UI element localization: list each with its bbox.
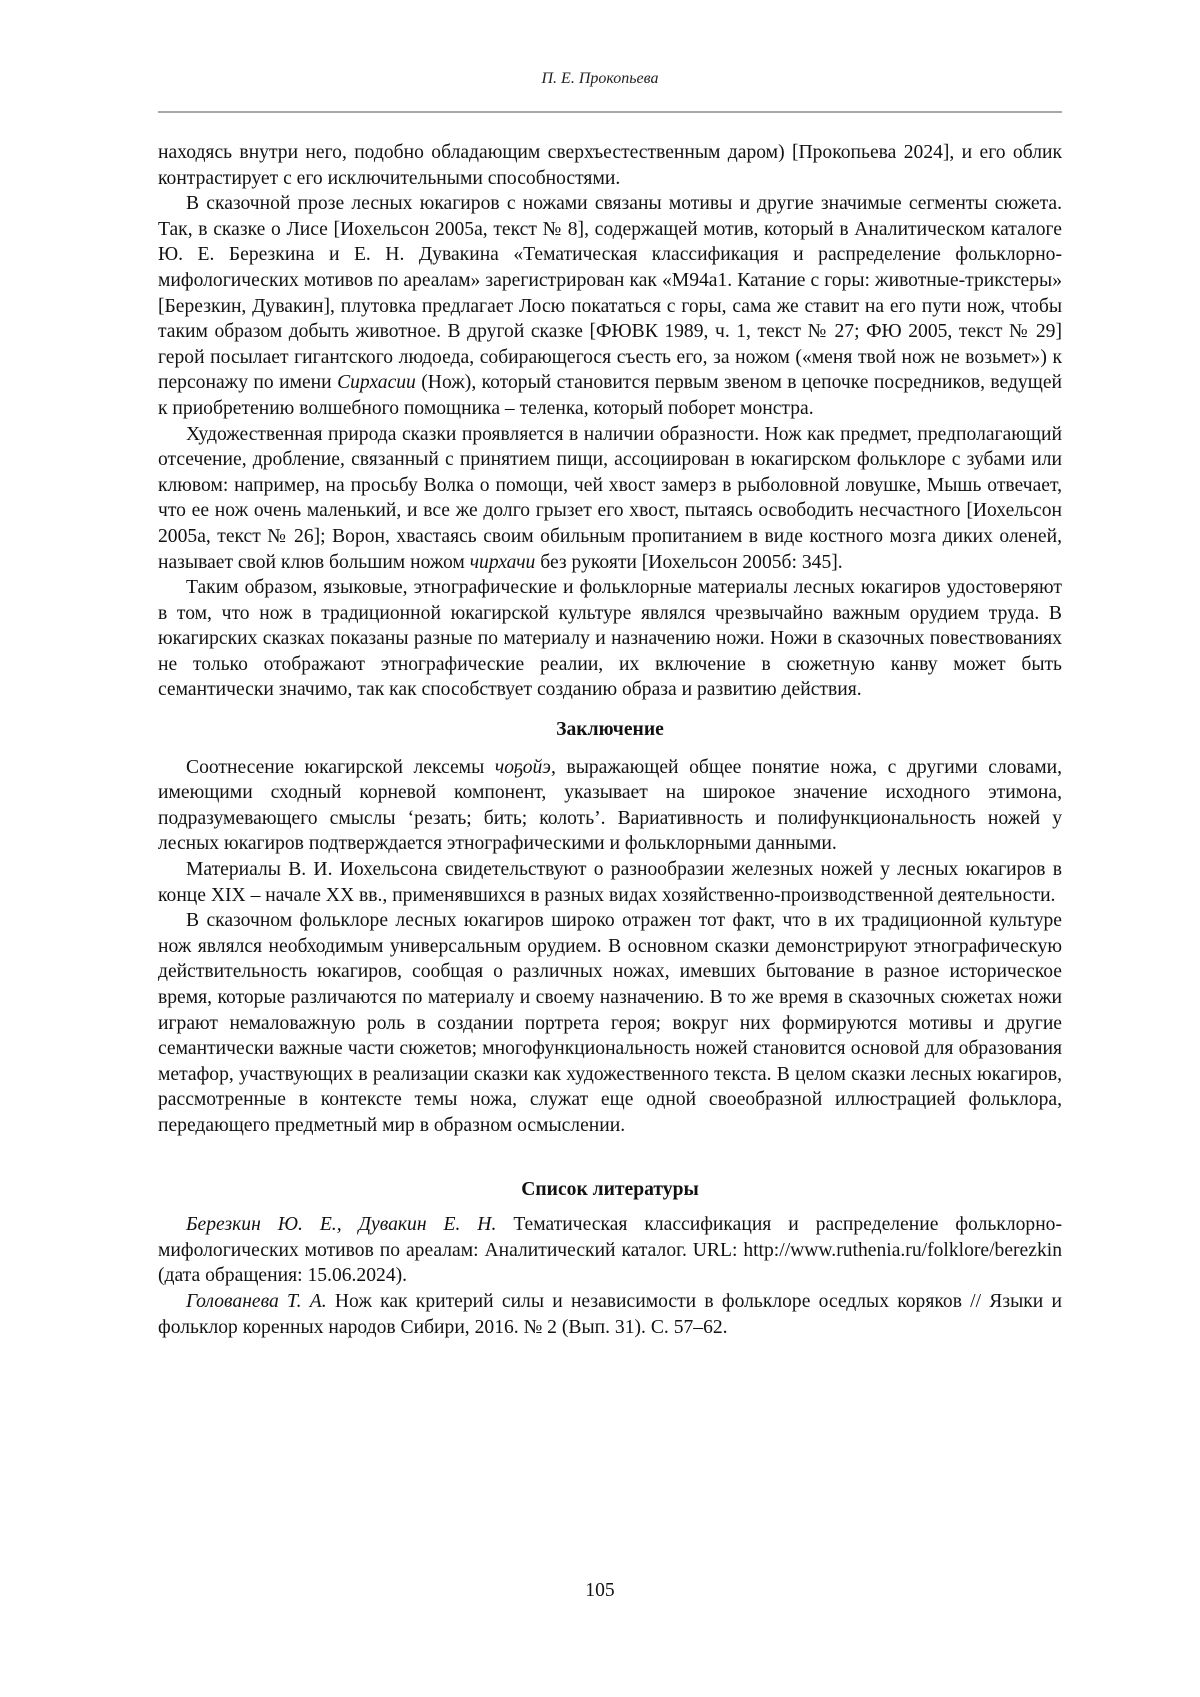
paragraph-text: без рукояти [Иохельсон 2005б: 345].	[535, 551, 843, 573]
running-head: П. Е. Прокопьева	[541, 70, 659, 87]
header-rule	[158, 111, 1062, 113]
conclusion-paragraph-1	[158, 755, 1062, 857]
paragraph-knife-motifs	[158, 191, 1062, 421]
reference-author: Голованева Т. А.	[186, 1290, 327, 1312]
references-heading: Список литературы	[521, 1178, 699, 1200]
reference-item	[158, 1289, 1062, 1340]
paragraph-continued: находясь внутри него, подобно обладающим сверхъестественным даром) [Прокопьева 2024], и его облик контрастирует с его исключительными способностями.	[158, 142, 1062, 189]
paragraph-summary: Таким образом, языковые, этнографические и фольклорные материалы лесных юкагиров удостоверяют в том, что нож в традиционной юкагирской культуре являлся чрезвычайно важным орудием труда. В юкагирских сказках показаны разные по материалу и назначению ножи. Ножи в сказочных повествованиях не только отображают этнографические реалии, их включение в сюжетную канву может быть семантически значимо, так как способствует созданию образа и развитию действия.	[158, 577, 1062, 701]
reference-author: Березкин Ю. Е., Дувакин Е. Н.	[186, 1214, 497, 1236]
yukaghir-lexeme: чоҕойэ	[494, 756, 551, 778]
conclusion-heading: Заключение	[556, 719, 664, 741]
paragraph-text: Художественная природа сказки проявляется в наличии образности. Нож как предмет, предполагающий отсечение, дробление, связанный с принятием пищи, ассоциирован в юкагирском фольклоре с зубами или клювом: например, на просьбу Волка о помощи, чей хвост замерз в рыболовной ловушке, Мышь отвечает, что ее нож очень маленький, и все же долго грызет его хвост, пытаясь освободить несчастного [Иохельсон 2005а, текст № 26]; Ворон, хвастаясь своим обильным пропитанием в виде костного мозга диких оленей, называет свой клюв большим ножом	[158, 423, 1062, 573]
character-name: Сирхасии	[337, 372, 416, 394]
paragraph-text: (Нож), который становится первым звеном в цепочке посредников, ведущей к приобретению волшебного помощника – теленка, который поборет монстра.	[158, 372, 1063, 419]
conclusion-paragraph-2: Материалы В. И. Иохельсона свидетельствуют о разнообразии железных ножей у лесных юкагиров в конце XIX – начале XX вв., применявшихся в разных видах хозяйственно-производственной деятельности.	[158, 859, 1062, 906]
article-body	[158, 140, 1062, 1340]
paragraph-imagery	[158, 422, 1062, 576]
reference-item	[158, 1212, 1062, 1289]
yukaghir-term: чирхачи	[469, 551, 536, 573]
paragraph-text: В сказочной прозе лесных юкагиров с ножами связаны мотивы и другие значимые сегменты сюжета. Так, в сказке о Лисе [Иохельсон 2005а, текст № 8], содержащей мотив, который в Аналитическом каталоге Ю. Е. Березкина и Е. Н. Дувакина «Тематическая классификация и распределение фольклорно-мифологических мотивов по ареалам» зарегистрирован как «M94a1. Катание с горы: животные-трикстеры» [Березкин, Дувакин], плутовка предлагает Лосю покататься с горы, сама же ставит на его пути нож, чтобы таким образом добыть животное. В другой сказке [ФЮВК 1989, ч. 1, текст № 27; ФЮ 2005, текст № 29] герой посылает гигантского людоеда, собирающегося съесть его, за ножом («меня твой нож не возьмет») к персонажу по имени	[158, 193, 1062, 394]
paragraph-text: , выражающей общее понятие ножа, с другими словами, имеющими сходный корневой компонент, указывает на широкое значение исходного этимона, подразумевающего смыслы ‘резать; бить; колоть’. Вариативность и полифункциональность ножей у лесных юкагиров подтверждается этнографическими и фольклорными данными.	[158, 756, 1062, 855]
page-number: 105	[585, 1580, 615, 1601]
reference-text: Тематическая классификация и распределение фольклорно-мифологических мотивов по ареалам: Аналитический каталог. URL: http://www.ruthenia.ru/folklore/berezkin (дата обращения: 15.06.2024).	[158, 1214, 1062, 1287]
conclusion-paragraph-3: В сказочном фольклоре лесных юкагиров широко отражен тот факт, что в их традиционной культуре нож являлся необходимым универсальным орудием. В основном сказки демонстрируют этнографическую действительность юкагиров, сообщая о различных ножах, имевших бытование в разное историческое время, которые различаются по материалу и своему назначению. В то же время в сказочных сюжетах ножи играют немаловажную роль в создании портрета героя; вокруг них формируются мотивы и другие семантически важные части сюжетов; многофункциональность ножей становится основой для образования метафор, участвующих в реализации сказки как художественного текста. В целом сказки лесных юкагиров, рассмотренные в контексте темы ножа, служат еще одной своеобразной иллюстрацией фольклора, передающего предметный мир в образном осмыслении.	[158, 910, 1062, 1136]
paragraph-text: Соотнесение юкагирской лексемы	[186, 756, 495, 778]
reference-text: Нож как критерий силы и независимости в фольклоре оседлых коряков // Языки и фольклор коренных народов Сибири, 2016. № 2 (Вып. 31). С. 57–62.	[158, 1290, 1062, 1338]
